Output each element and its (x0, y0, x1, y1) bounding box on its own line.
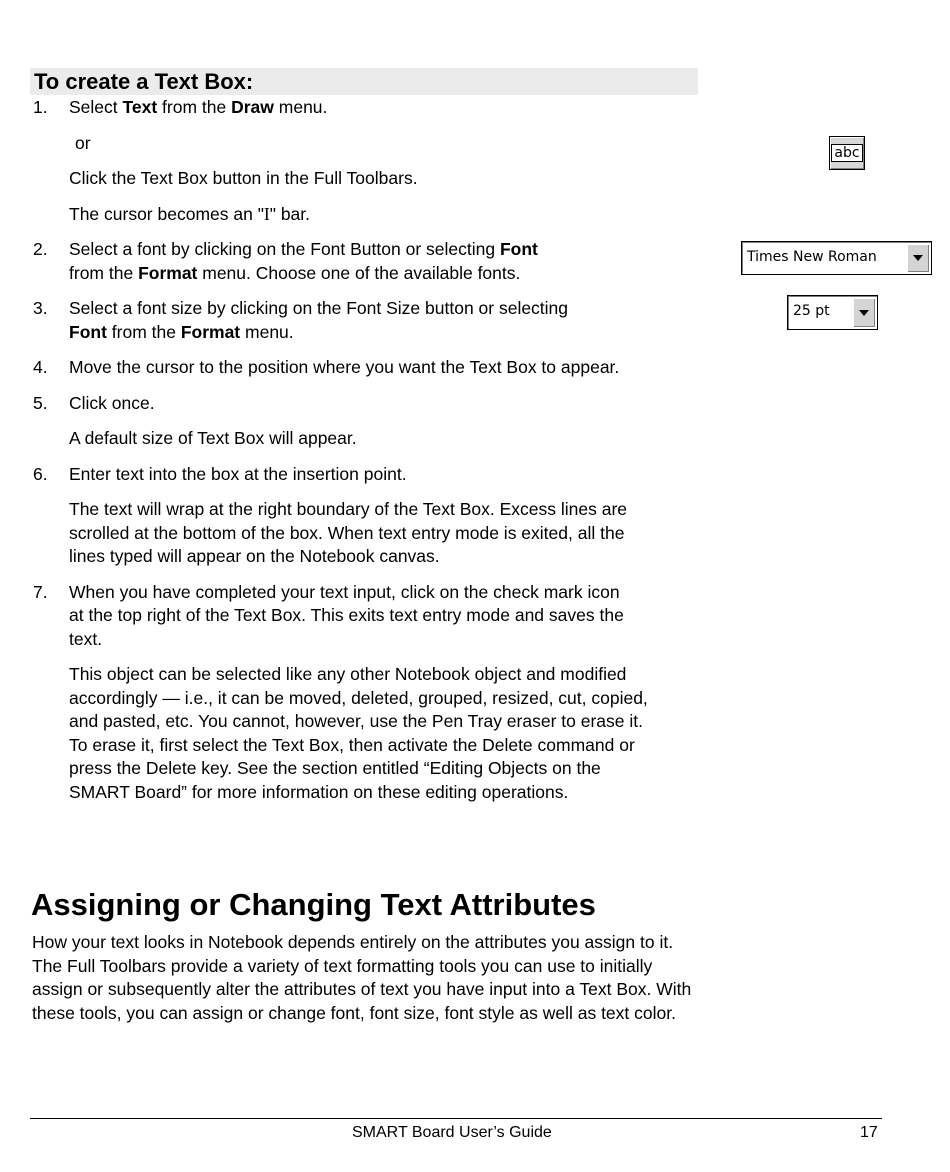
step-text: Select a font by clicking on the Font Button or selecting (69, 239, 500, 259)
step-5 (31, 392, 681, 416)
step-number: 6. (33, 463, 48, 484)
step-text: " bar. (269, 203, 311, 224)
step-bold: Draw (231, 97, 274, 117)
font-combo-value: Times New Roman (747, 249, 877, 265)
attributes-heading: Assigning or Changing Text Attributes (31, 887, 596, 922)
footer-divider (30, 1118, 882, 1119)
font-combo[interactable] (741, 241, 932, 275)
step-text: menu. Choose one of the available fonts. (197, 262, 521, 283)
step-text: Click the Text Box button in the Full Toolbars. (69, 168, 418, 188)
text-box-button[interactable] (829, 136, 865, 170)
step-text: The cursor becomes an " (69, 203, 264, 224)
step-text: Enter text into the box at the insertion point. (69, 463, 407, 484)
page-number: 17 (860, 1124, 878, 1141)
step-number: 1. (33, 97, 48, 117)
step-number: 4. (33, 357, 48, 377)
step-1-cursor (31, 203, 681, 227)
step-7-note (31, 663, 654, 804)
step-text: When you have completed your text input, click on the check mark icon at the top right of the Text Box. This exits text entry mode and saves the text. (69, 581, 624, 649)
steps-list (31, 96, 681, 804)
step-bold: Font (499, 239, 538, 259)
step-text: menu. (240, 321, 294, 342)
step-bold: Text (122, 97, 158, 117)
step-note: The text will wrap at the right boundary of the Text Box. Excess lines are scrolled at the bottom of the box. When text entry mode is exited, all the lines typed will appear on the Notebook canvas. (69, 499, 628, 566)
step-6 (31, 463, 681, 487)
step-4 (31, 356, 681, 380)
step-text: from the (106, 321, 181, 342)
step-1-alt (31, 167, 681, 191)
dropdown-arrow-icon[interactable] (907, 244, 929, 272)
step-bold: Format (180, 321, 241, 342)
step-1 (31, 96, 681, 120)
step-text: Select a font size by clicking on the Font Size button or selecting (69, 298, 569, 318)
step-5-note (31, 427, 681, 451)
font-size-combo-value: 25 pt (793, 303, 830, 319)
step-text: from the (69, 262, 139, 283)
step-text: menu. (273, 97, 328, 117)
step-2 (31, 238, 681, 285)
step-bold: Format (138, 262, 198, 283)
step-text: Select (69, 97, 123, 117)
step-6-note (31, 498, 659, 569)
step-number: 7. (33, 581, 48, 602)
step-bold: Font (69, 321, 107, 342)
step-number: 3. (33, 298, 48, 318)
step-note: This object can be selected like any other Notebook object and modified accordingly — i.e., it can be moved, deleted, grouped, resized, cut, copied, and pasted, etc. You cannot, however, use the Pen Tray eraser to erase it. To erase it, first select the Text Box, then activate the Delete command or press the Delete key. See the section entitled “Editing Objects on the SMART Board” for more information on these editing operations. (69, 664, 648, 802)
or-text: or (75, 132, 91, 153)
step-note: A default size of Text Box will appear. (69, 428, 357, 448)
section-heading: To create a Text Box: (30, 68, 698, 95)
attributes-body: How your text looks in Notebook depends entirely on the attributes you assign to it. The Full Toolbars provide a variety of text formatting tools you can use to initially assign or subsequently alter the attributes of text you have input into a Text Box. With these tools, you can assign or change font, font size, font style as well as text color. (32, 932, 692, 1023)
step-1-or (31, 132, 681, 156)
text-box-icon: abc (831, 144, 862, 162)
step-text: Click once. (69, 392, 155, 413)
font-size-combo[interactable] (787, 295, 878, 330)
step-number: 2. (33, 239, 48, 259)
step-3 (31, 297, 681, 344)
step-text: Move the cursor to the position where you want the Text Box to appear. (69, 357, 620, 377)
dropdown-arrow-icon[interactable] (853, 298, 875, 327)
footer-title: SMART Board User’s Guide (352, 1124, 552, 1141)
step-text: from the (157, 97, 232, 117)
step-number: 5. (33, 392, 48, 413)
ibeam-glyph: I (263, 203, 270, 224)
step-7 (31, 581, 634, 652)
